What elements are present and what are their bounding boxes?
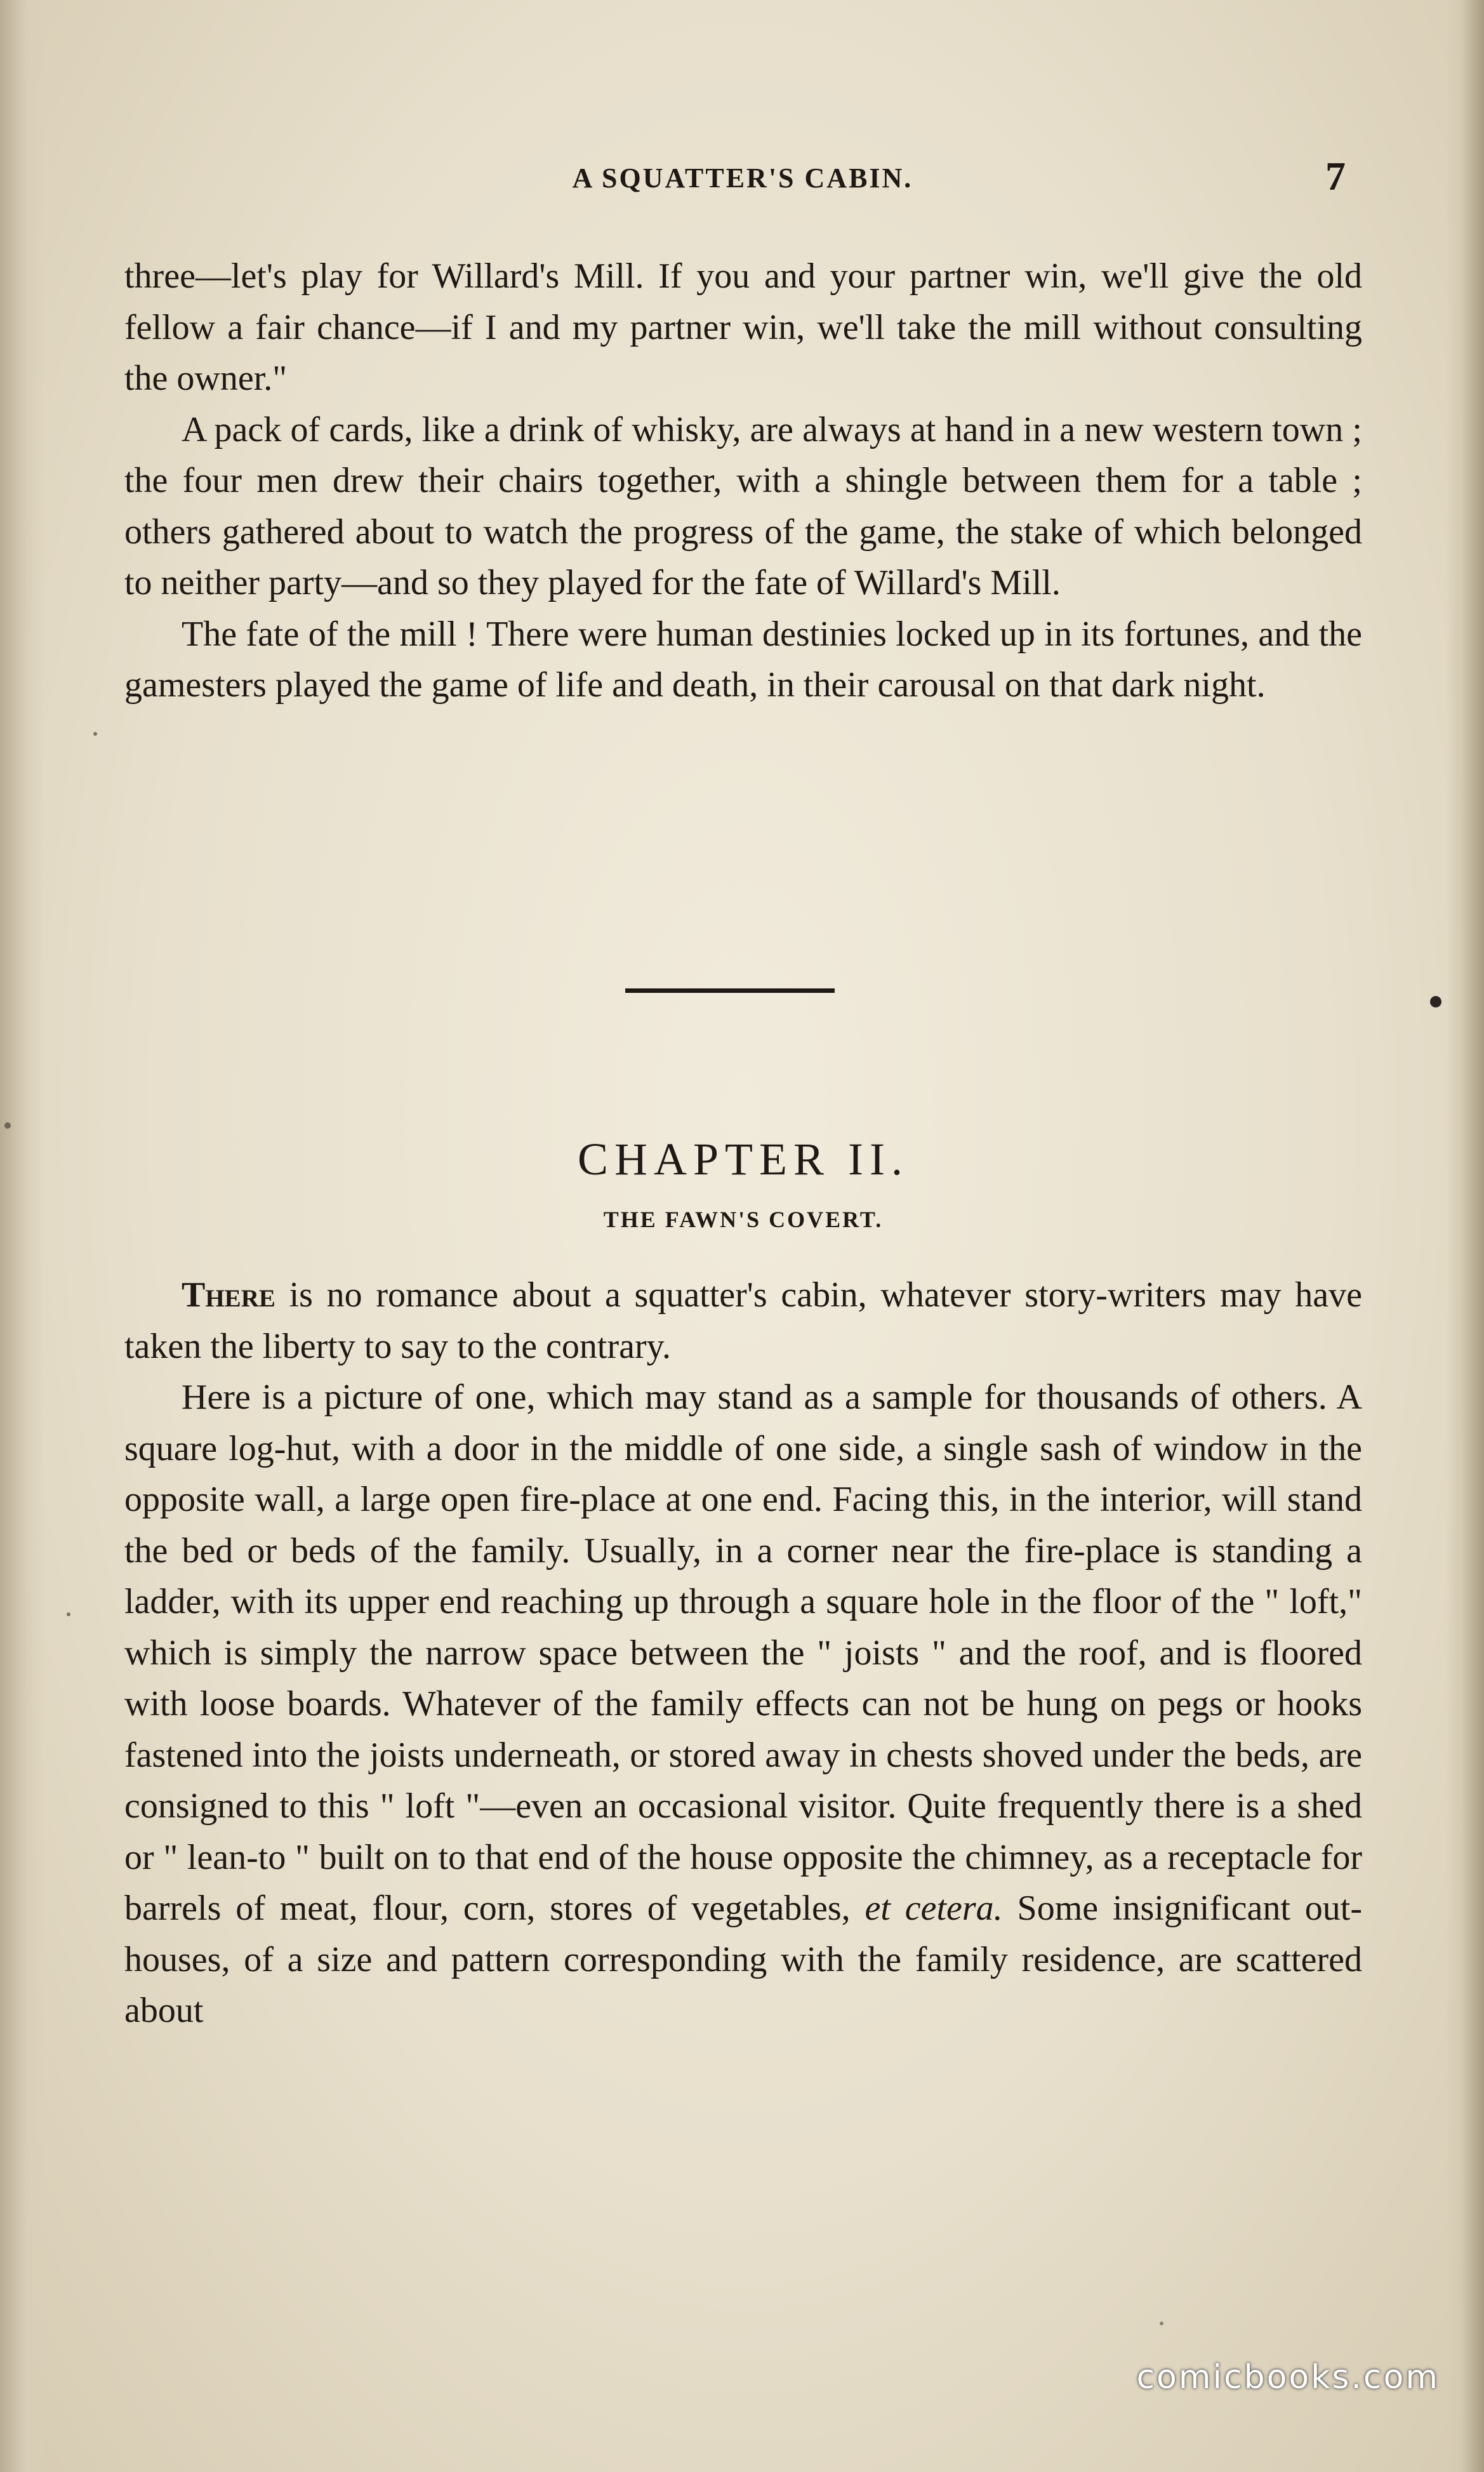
running-head bbox=[127, 154, 1358, 206]
paragraph-text: Some insignificant out-houses, of a size and pattern corresponding with the family residence, are scattered about bbox=[124, 1889, 1362, 2030]
italic-phrase: et cetera. bbox=[865, 1889, 1003, 1928]
paragraph-text: Here is a picture of one, which may stand as a sample for thousands of others. A square log-hut, with a door in the middle of one side, a single sash of window in the opposite wall, a large open fire-place at one end. Facing this, in the interior, will stand the bed or beds of the family. Usually, in a corner near the fire-place is standing a ladder, with its upper end reaching up through a square hole in the floor of the " loft," which is simply the narrow space between the " joists " and the roof, and is floored with loose boards. Whatever of the family effects can not be hung on pegs or hooks fastened into the joists underneath, or stored away in chests shoved under the beds, are consigned to this " loft "—even an occasional visitor. Quite frequently there is a shed or " lean-to " built on to that end of the house opposite the chimney, as a receptacle for barrels of meat, flour, corn, stores of vegetables, bbox=[124, 1378, 1362, 1928]
chapter-heading: CHAPTER II. bbox=[578, 1134, 909, 1185]
opening-word: There bbox=[182, 1275, 275, 1315]
paragraph: three—let's play for Willard's Mill. If you and your partner win, we'll give the old fellow a fair chance—if I and my partner win, we'll take the mill without consulting the owner." bbox=[124, 256, 1362, 398]
text-block-chapter-start bbox=[124, 1270, 1362, 2037]
paragraph bbox=[124, 1270, 1362, 1372]
watermark: comicbooks.com bbox=[1136, 2358, 1440, 2396]
chapter-divider-rule bbox=[625, 988, 835, 993]
paragraph bbox=[124, 1372, 1362, 2037]
text-block-chapter-end bbox=[124, 251, 1362, 711]
paragraph: A pack of cards, like a drink of whisky, are always at hand in a new western town ; the four men drew their chairs together, with a shingle between them for a table ; others gathered about to watch the progress of the game, the stake of which belonged to neither party—and so they played for the fate of Willard's Mill. bbox=[124, 409, 1362, 602]
chapter-subtitle: THE FAWN'S COVERT. bbox=[603, 1207, 884, 1232]
page-number: 7 bbox=[1325, 154, 1346, 199]
running-title: A SQUATTER'S CABIN. bbox=[572, 163, 913, 194]
paragraph-text: is no romance about a squatter's cabin, whatever story-writers may have taken the liberty to say to the contrary. bbox=[124, 1275, 1362, 1366]
paragraph: The fate of the mill ! There were human destinies locked up in its fortunes, and the gamesters played the game of life and death, in their carousal on that dark night. bbox=[124, 614, 1362, 705]
